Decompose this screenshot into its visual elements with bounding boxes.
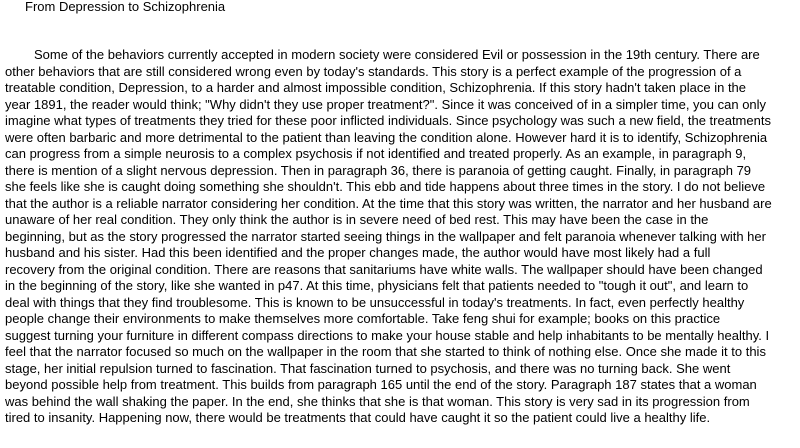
essay-line: was behind the wall shaking the paper. In the end, she thinks that she is that woman. This story is very sad in its progression from <box>5 393 750 409</box>
essay-line: recovery from the original condition. There are reasons that sanitariums have white walls. The wallpaper should have been changed <box>5 261 763 277</box>
essay-line: treatable condition, Depression, to a harder and almost impossible condition, Schizophrenia. If this story hadn't taken place in the <box>5 80 747 95</box>
essay-line: there is mention of a slight nervous depression. Then in paragraph 36, there is paranoia of getting caught. Finally, in paragraph 79 <box>5 162 752 178</box>
essay-line: were often barbaric and more detrimental to the patient than leaving the condition alone. However hard it is to identify, Schizophrenia <box>5 129 768 145</box>
essay-line: husband and his sister. Had this been identified and the proper changes made, the author would have most likely had a full <box>5 245 711 260</box>
essay-line: feel that the narrator focused so much on the wallpaper in the room that she started to think of nothing else. Once she made it to this <box>5 344 766 359</box>
essay-line: other behaviors that are still considered wrong even by today's standards. This story is a perfect example of the progression of a <box>5 63 742 79</box>
essay-line: stage, her initial repulsion turned to fascination. That fascination turned to psychosis, and there was no turning back. She went <box>5 360 731 376</box>
essay-line: year 1891, the reader would think; "Why didn't they use proper treatment?". Since it was conceived of in a simpler time, you can only <box>5 96 767 112</box>
essay-line: can progress from a simple neurosis to a complex psychosis if not identified and treated properly. As an example, in paragraph 9, <box>5 146 747 161</box>
essay-line: tired to insanity. Happening now, there would be treatments that could have caught it so the patient could live a healthy life. <box>5 410 711 425</box>
essay-line: in the beginning of the story, like she wanted in p47. At this time, physicians felt that patients needed to "tough it out", and learn to <box>5 278 749 293</box>
essay-line: that the author is a reliable narrator considering her condition. At the time that this story was written, the narrator and her husband are <box>5 195 772 211</box>
essay-line: people change their environments to make themselves more comfortable. Take feng shui for example; books on this practice <box>5 311 721 326</box>
essay-line: Some of the behaviors currently accepted in modern society were considered Evil or possession in the 19th century. There are <box>34 47 760 62</box>
essay-line: beginning, but as the story progressed the narrator started seeing things in the wallpaper and felt paranoia whenever talking with her <box>5 228 766 244</box>
essay-line: deal with things that they find troublesome. This is known to be unsuccessful in today's treatments. In fact, even perfectly healthy <box>5 294 745 310</box>
essay-body <box>5 47 800 427</box>
essay-line: imagine what types of treatments they tried for these poor inflicted individuals. Since psychology was such a new field, the treatments <box>5 113 771 128</box>
essay-line: suggest turning your furniture in different compass directions to make your house stable and help inhabitants to be mentally healthy. I <box>5 327 770 343</box>
essay-line: unaware of her real condition. They only think the author is in severe need of bed rest. This may have been the case in the <box>5 212 709 227</box>
essay-line: she feels like she is caught doing something she shouldn't. This ebb and tide happens about three times in the story. I do not believe <box>5 179 766 194</box>
essay-line: beyond possible help from treatment. This builds from paragraph 165 until the end of the story. Paragraph 187 states that a woman <box>5 377 757 392</box>
document-title: From Depression to Schizophrenia <box>25 0 226 14</box>
